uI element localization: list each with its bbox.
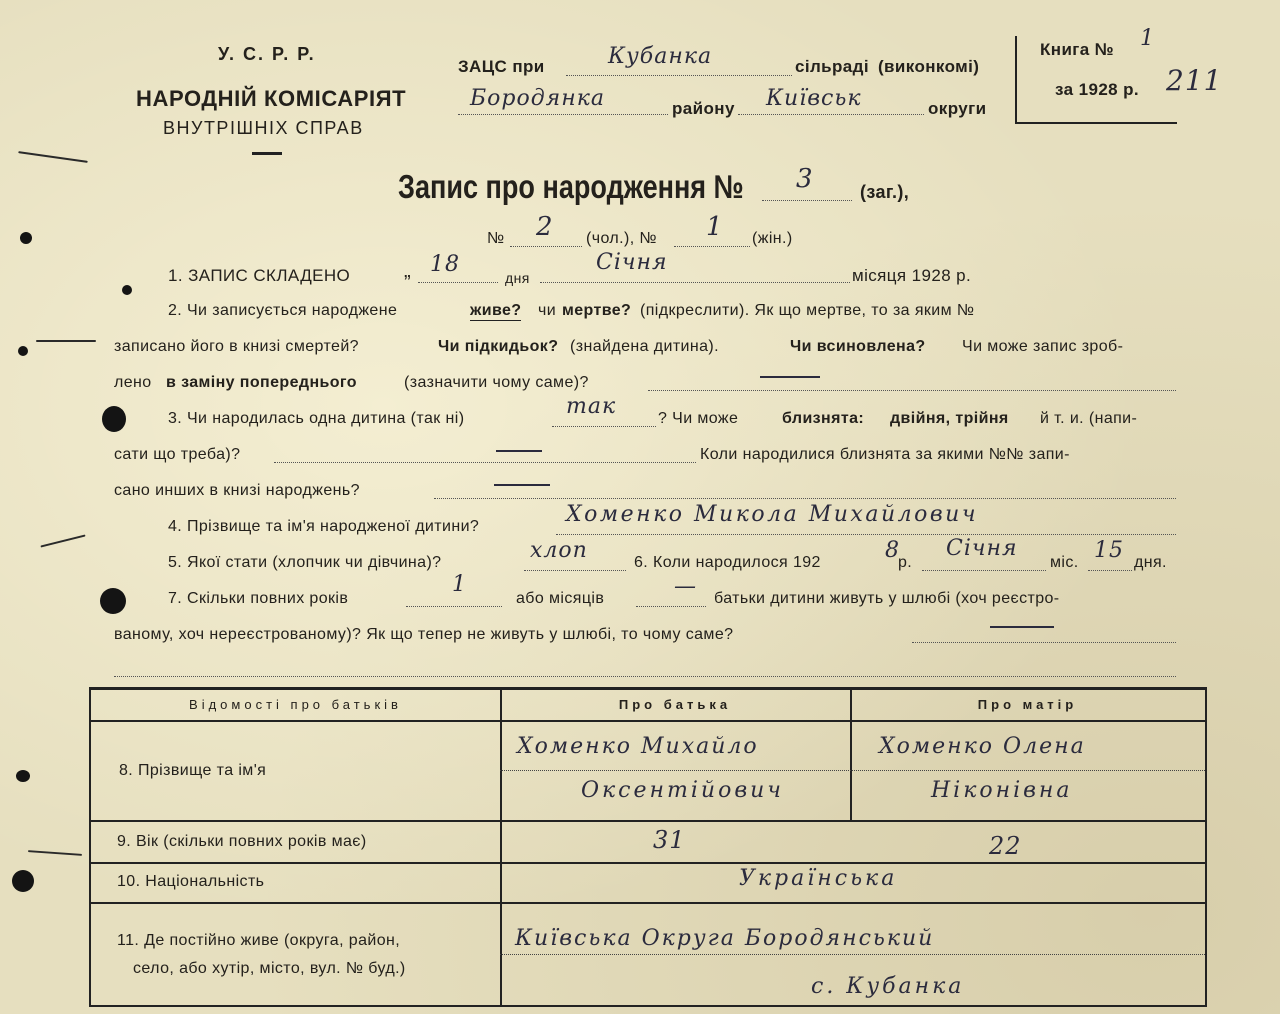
q2-text-c: записано його в книзі смертей?	[114, 338, 359, 355]
affairs-label: ВНУТРІШНІХ СПРАВ	[163, 118, 364, 138]
year-label: за 1928 р.	[1055, 80, 1140, 99]
q3-answer-line-2	[434, 498, 1176, 499]
q6-dnia: дня.	[1134, 554, 1167, 571]
commissariat-label: НАРОДНІЙ КОМІСАРІЯТ	[136, 86, 407, 111]
chol-label: (чол.), №	[586, 230, 657, 247]
q4-child-name-handwritten: Хоменко Микола Михайлович	[566, 502, 979, 527]
zags-label: ЗАЦС при	[458, 57, 545, 76]
q5-handwritten: хлоп	[530, 538, 588, 563]
silradi-label: сільраді	[795, 57, 869, 76]
father-patronymic-handwritten: Оксентійович	[581, 778, 784, 803]
col-header-mother: Про матір	[977, 697, 1078, 712]
q7-text-d: ваному, хоч нереєстрованому)? Як що тепер не живуть у шлюбі, то чому саме?	[114, 626, 734, 643]
q6-text: 6. Коли народилося 192	[634, 554, 821, 571]
q3-line	[552, 426, 656, 427]
zags-line	[566, 75, 792, 76]
mother-age-handwritten: 22	[989, 832, 1022, 860]
year-handwritten: 211	[1166, 64, 1223, 97]
q3-text-c: й т. и. (напи-	[1040, 410, 1138, 427]
q2-text-d: (знайдена дитина).	[570, 338, 719, 355]
residence-handwritten-2: с. Кубанка	[811, 974, 965, 999]
book-label: Книга №	[1040, 40, 1115, 59]
q7-months-line	[636, 606, 706, 607]
document-title: Запис про народження №	[398, 168, 744, 205]
q3-twins: близнята:	[782, 410, 865, 427]
q2-foundling: Чи підкидьок?	[438, 338, 559, 355]
male-no-label: №	[487, 230, 505, 247]
pin-mark	[122, 285, 132, 295]
q7-dash-handwritten	[990, 626, 1054, 628]
q6-mis: міс.	[1050, 554, 1079, 571]
q5-line	[524, 570, 626, 571]
q3-twins-types: двійня, трійня	[890, 410, 1009, 427]
q7-answer-line-2	[114, 676, 1176, 677]
father-age-handwritten: 31	[653, 826, 686, 854]
q3-dash-handwritten-2	[494, 484, 550, 486]
residence-handwritten-1: Київська Округа Бородянський	[515, 926, 935, 951]
q1-month-line	[540, 282, 850, 283]
row-divider	[91, 820, 1205, 822]
row-residence-label-1: 11. Де постійно живе (округа, район,	[117, 932, 401, 949]
q2-text-f: лено	[114, 374, 152, 391]
q2-alive: живе?	[470, 302, 522, 319]
male-line	[510, 246, 582, 247]
q2-or: чи	[538, 302, 557, 319]
q3-handwritten: так	[566, 394, 617, 419]
q1-label: 1. ЗАПИС СКЛАДЕНО	[168, 266, 351, 285]
q1-quote: „	[404, 260, 412, 282]
pin-mark	[20, 232, 32, 244]
okruha-handwritten: Київськ	[766, 86, 862, 111]
ink-mark	[28, 850, 82, 856]
col-header-father: Про батька	[618, 697, 732, 712]
q3-text-e: Коли народилися близнята за якими №№ запи-	[700, 446, 1070, 463]
q7-years-handwritten: 1	[452, 572, 467, 597]
q7-text-c: батьки дитини живуть у шлюбі (хоч реєстро-	[714, 590, 1060, 607]
okruhy-label: округи	[928, 99, 987, 118]
q1-day-line	[418, 282, 498, 283]
q3-text-d: сати що треба)?	[114, 446, 241, 463]
punch-hole	[12, 870, 34, 892]
nationality-handwritten: Українська	[739, 866, 898, 891]
raion-line	[458, 114, 668, 115]
q3-text: 3. Чи народилась одна дитина (так ні)	[168, 410, 465, 427]
ink-mark	[18, 151, 88, 163]
q7-answer-line	[912, 642, 1176, 643]
q2-text-b: (підкреслити). Як що мертве, то за яким №	[640, 302, 975, 319]
q3-text-b: ? Чи може	[658, 410, 739, 427]
q6-r: р.	[898, 554, 913, 571]
col-header-info: Відомості про батьків	[189, 697, 402, 712]
raion-label: району	[672, 99, 735, 118]
q6-month-line	[922, 570, 1046, 571]
q6-month-handwritten: Січня	[946, 536, 1018, 561]
q2-text-g: (зазначити чому саме)?	[404, 374, 589, 391]
raion-handwritten: Бородянка	[470, 86, 605, 111]
row-inner-line	[500, 770, 1205, 771]
row-inner-line	[500, 954, 1205, 955]
q2-adopted: Чи всиновлена?	[790, 338, 926, 355]
q1-month-year: місяця 1928 р.	[852, 266, 972, 285]
okruha-line	[738, 114, 924, 115]
vykonkom-label: (виконкомі)	[878, 57, 980, 76]
q7-years-line	[406, 606, 502, 607]
zag-label: (заг.),	[860, 182, 910, 202]
q1-month-handwritten: Січня	[596, 250, 668, 275]
row-residence-label-2: село, або хутір, місто, вул. № буд.)	[133, 960, 406, 977]
female-line	[674, 246, 750, 247]
header-rule	[252, 152, 282, 155]
q3-text-f: сано инших в книзі народжень?	[114, 482, 360, 499]
title-number-line	[762, 200, 852, 201]
female-count-handwritten: 1	[706, 212, 724, 242]
q1-day-handwritten: 18	[430, 252, 460, 277]
row-divider	[91, 862, 1205, 864]
pin-mark	[16, 770, 30, 782]
row-nationality-label: 10. Національність	[117, 873, 265, 890]
republic-label: У. С. Р. Р.	[218, 44, 316, 64]
q7-text-b: або місяців	[516, 590, 605, 607]
punch-hole	[100, 588, 126, 614]
q6-day-handwritten: 15	[1094, 538, 1124, 563]
q6-day-line	[1088, 570, 1132, 571]
parents-table	[89, 687, 1207, 1007]
mother-surname-handwritten: Хоменко Олена	[879, 734, 1086, 759]
ink-mark	[40, 534, 85, 547]
q2-text-e: Чи може запис зроб-	[962, 338, 1124, 355]
q5-text: 5. Якої стати (хлопчик чи дівчина)?	[168, 554, 442, 571]
book-handwritten: 1	[1140, 26, 1155, 51]
title-number-handwritten: 3	[796, 164, 814, 194]
mother-patronymic-handwritten: Ніконівна	[931, 778, 1073, 803]
q2-text: 2. Чи записується народжене	[168, 302, 398, 319]
ink-mark	[36, 340, 96, 342]
q3-dash-handwritten	[496, 450, 542, 452]
zags-handwritten: Кубанка	[608, 44, 713, 69]
row-divider	[91, 720, 1205, 722]
col-divider	[500, 690, 502, 1005]
q6-year-handwritten: 8	[885, 538, 900, 563]
zhin-label: (жін.)	[752, 230, 793, 247]
q7-text: 7. Скільки повних років	[168, 590, 349, 607]
q2-dash-handwritten	[760, 376, 820, 378]
q7-months-handwritten: —	[674, 574, 697, 599]
q2-answer-line	[648, 390, 1176, 391]
q4-line	[556, 534, 1176, 535]
row-name-label: 8. Прізвище та ім'я	[119, 762, 267, 779]
q1-dnia: дня	[505, 270, 530, 286]
q2-replacement: в заміну попереднього	[166, 374, 357, 391]
father-surname-handwritten: Хоменко Михайло	[517, 734, 759, 759]
male-count-handwritten: 2	[536, 212, 554, 242]
punch-hole	[102, 406, 126, 432]
row-age-label: 9. Вік (скільки повних років має)	[117, 833, 367, 850]
q3-answer-line	[274, 462, 696, 463]
pin-mark	[18, 346, 28, 356]
q4-text: 4. Прізвище та ім'я народженої дитини?	[168, 518, 480, 535]
q2-dead: мертве?	[562, 302, 632, 319]
row-divider	[91, 902, 1205, 904]
